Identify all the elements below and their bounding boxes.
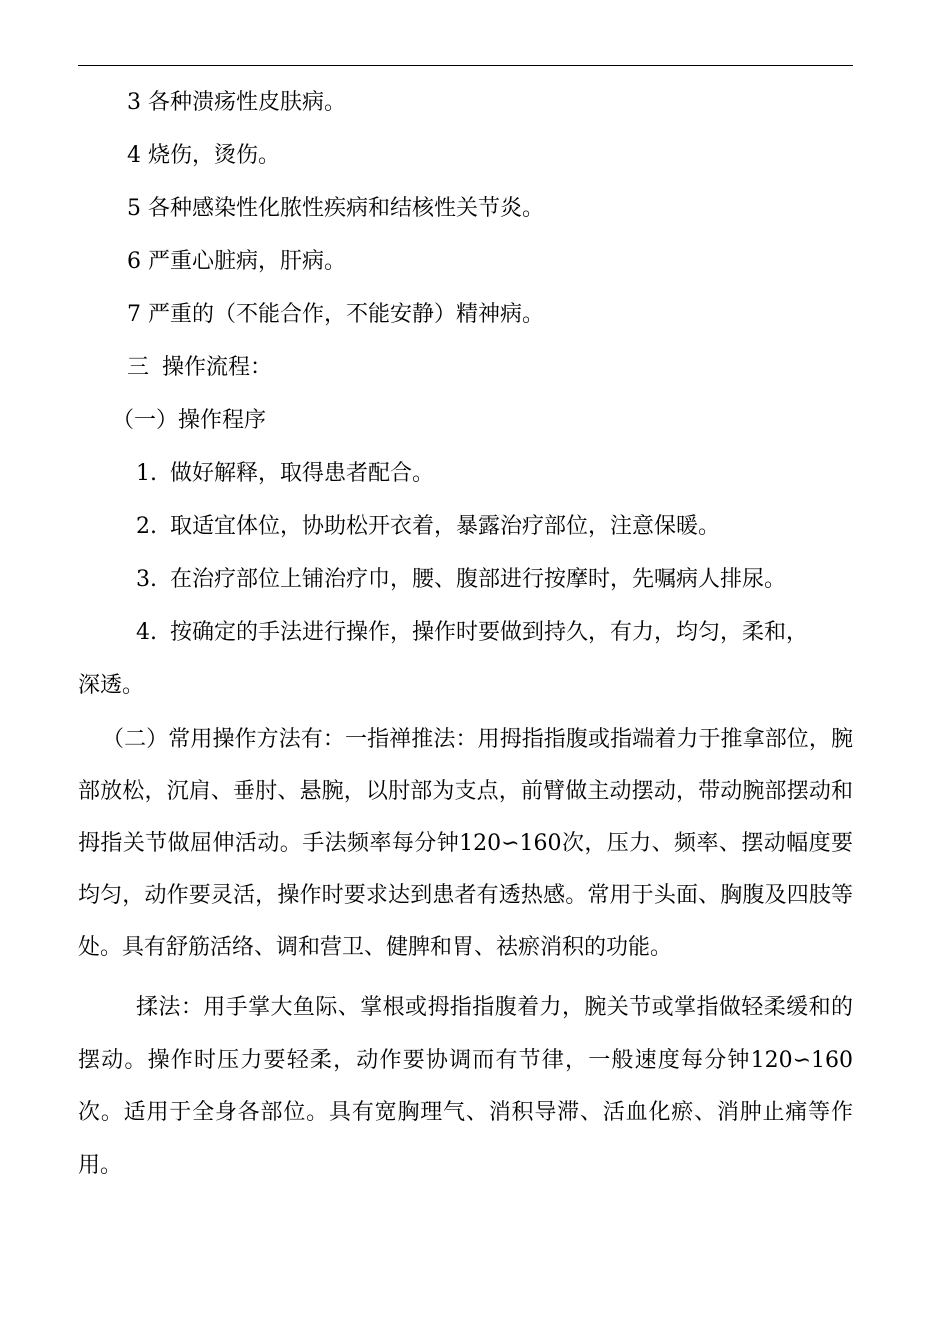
contraindication-5: 5 各种感染性化脓性疾病和结核性关节炎。 [127, 196, 544, 221]
step-number: 4. [136, 620, 157, 645]
contraindication-3: 3 各种溃疡性皮肤病。 [127, 90, 346, 115]
step-3 [78, 553, 853, 606]
subsection-heading-1: （一）操作程序 [112, 408, 267, 433]
paragraph-kneading-method: 揉法：用手掌大鱼际、掌根或拇指指腹着力，腕关节或掌指做轻柔缓和的摆动。操作时压力要轻柔，动作要协调而有节律，一般速度每分钟120∽160次。适用于全身各部位。具有宽胸理气、消积导滞、活血化瘀、消肿止痛等作用。 [78, 995, 853, 1178]
step-number: 3. [136, 567, 157, 592]
section-number: 三 [127, 355, 150, 380]
step-text: 做好解释，取得患者配合。 [170, 461, 435, 486]
step-text: 取适宜体位，协助松开衣着，暴露治疗部位，注意保暖。 [170, 514, 721, 539]
step-text: 按确定的手法进行操作，操作时要做到持久，有力，均匀，柔和， [170, 620, 809, 645]
step-4-continuation: 深透。 [78, 673, 145, 698]
header-rule [78, 65, 853, 66]
step-1 [78, 447, 853, 500]
section-heading-3 [78, 341, 853, 394]
document-body [78, 76, 853, 1192]
step-number: 2. [136, 514, 157, 539]
contraindication-4: 4 烧伤，烫伤。 [127, 143, 280, 168]
step-2 [78, 500, 853, 553]
section-title: 操作流程： [162, 355, 273, 380]
step-number: 1. [136, 461, 157, 486]
step-text: 在治疗部位上铺治疗巾，腰、腹部进行按摩时，先嘱病人排尿。 [170, 567, 787, 592]
step-4 [78, 606, 853, 659]
paragraph-common-methods: （二）常用操作方法有：一指禅推法：用拇指指腹或指端着力于推拿部位，腕部放松，沉肩、垂肘、悬腕，以肘部为支点，前臂做主动摆动，带动腕部摆动和拇指关节做屈伸活动。手法频率每分钟120∽160次，压力、频率、摆动幅度要均匀，动作要灵活，操作时要求达到患者有透热感。常用于头面、胸腹及四肢等处。具有舒筋活络、调和营卫、健脾和胃、祛瘀消积的功能。 [78, 727, 853, 960]
contraindication-7: 7 严重的（不能合作，不能安静）精神病。 [127, 302, 544, 327]
contraindication-6: 6 严重心脏病，肝病。 [127, 249, 346, 274]
